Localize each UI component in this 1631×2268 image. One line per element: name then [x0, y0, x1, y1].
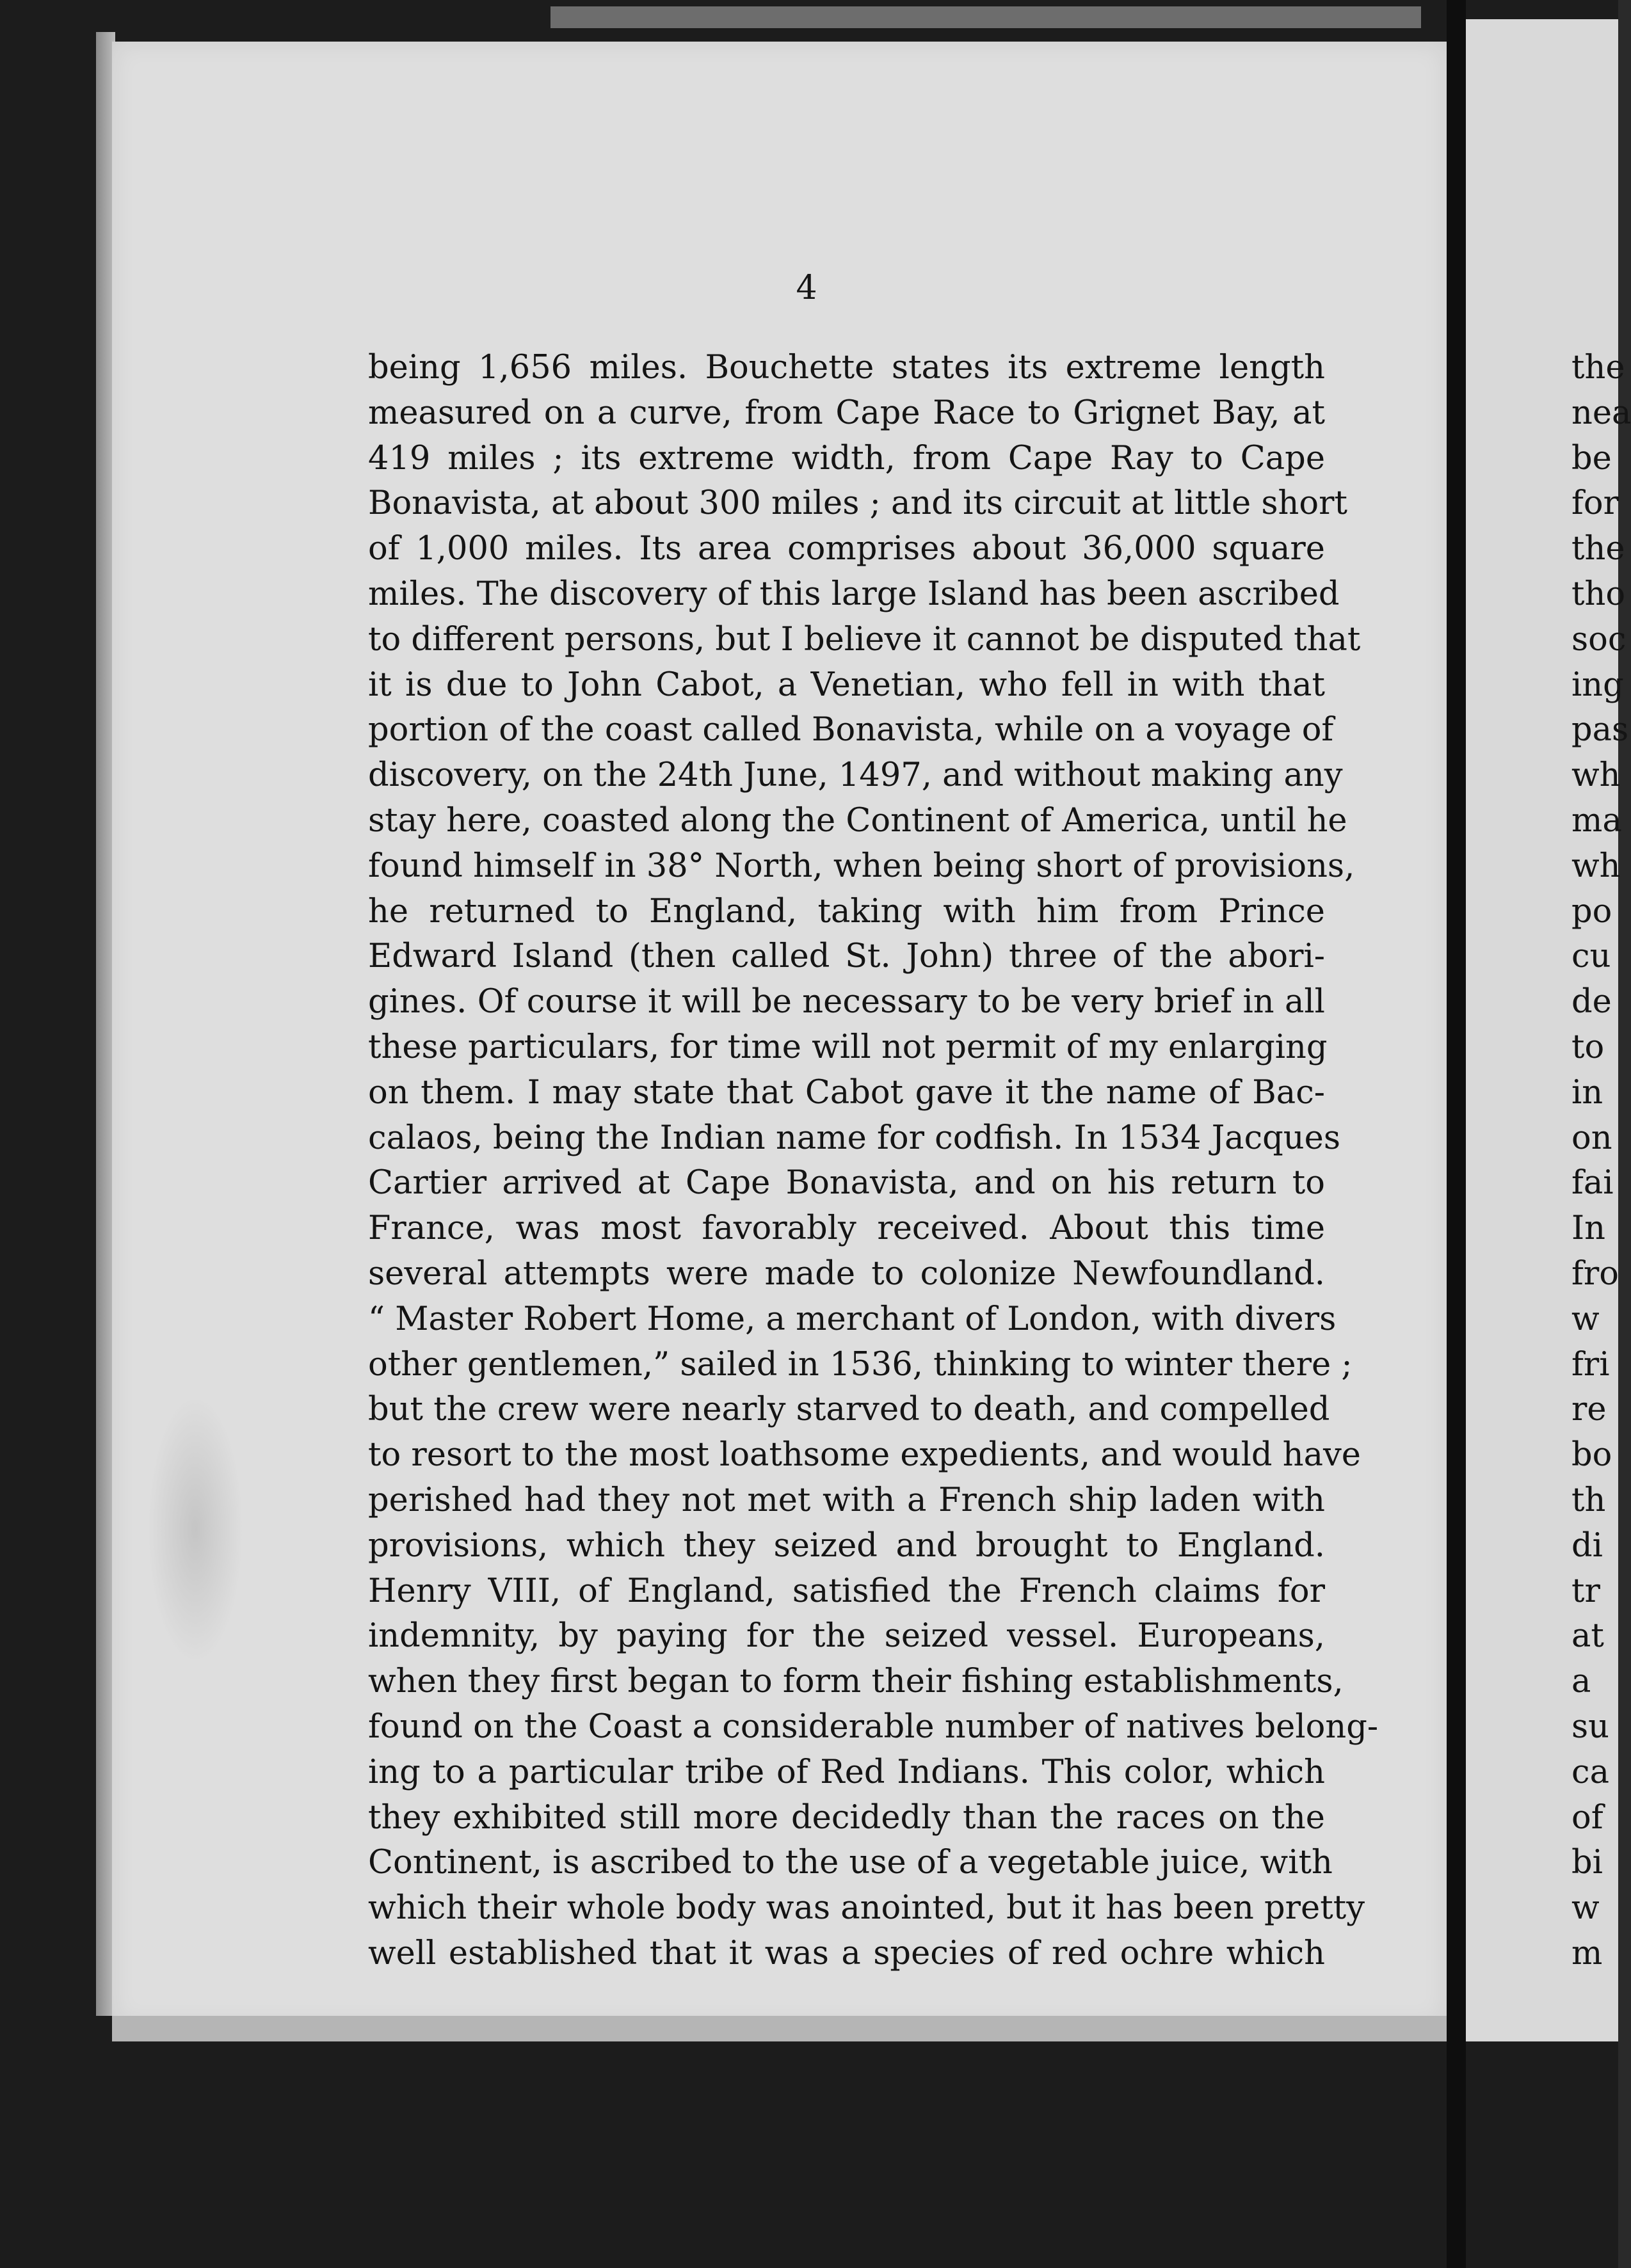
text-line: it is due to John Cabot, a Venetian, who fell in with that [368, 666, 1325, 704]
text-line: they exhibited still more decidedly than the races on the [368, 1798, 1325, 1837]
facing-line-fragment: fai [1571, 1164, 1614, 1202]
text-line: calaos, being the Indian name for codfish. In 1534 Jacques [368, 1119, 1340, 1157]
facing-line-fragment: of [1571, 1798, 1603, 1837]
facing-line-fragment: on [1571, 1119, 1612, 1157]
facing-line-fragment: to [1571, 1028, 1605, 1066]
text-line: Cartier arrived at Cape Bonavista, and on his return to [368, 1164, 1325, 1202]
text-line: being 1,656 miles. Bouchette states its extreme length [368, 349, 1325, 387]
page-stain [147, 1395, 243, 1664]
text-line: other gentlemen,” sailed in 1536, thinking to winter there ; [368, 1345, 1353, 1384]
facing-line-fragment: di [1571, 1526, 1603, 1565]
facing-line-fragment: at [1571, 1617, 1604, 1656]
body-text [368, 346, 1379, 1977]
facing-line-fragment: ma [1571, 801, 1622, 840]
text-line: but the crew were nearly starved to death, and compelled [368, 1391, 1330, 1429]
text-line: several attempts were made to colonize Newfoundland. [368, 1254, 1325, 1293]
facing-line-fragment: ca [1571, 1753, 1609, 1791]
page-bottom-edge [112, 2016, 1447, 2041]
facing-line-fragment: wh [1571, 756, 1621, 795]
facing-line-fragment: soc [1571, 620, 1627, 659]
facing-line-fragment: th [1571, 1481, 1606, 1519]
book-gutter [1447, 0, 1466, 2268]
facing-line-fragment: the [1571, 530, 1625, 568]
facing-line-fragment: bo [1571, 1436, 1612, 1474]
facing-line-fragment: bi [1571, 1844, 1603, 1882]
text-line: 419 miles ; its extreme width, from Cape Ray to Cape [368, 439, 1325, 477]
facing-line-fragment: a [1571, 1663, 1591, 1701]
facing-line-fragment: in [1571, 1073, 1603, 1112]
facing-line-fragment: fro [1571, 1254, 1619, 1293]
facing-line-fragment: be [1571, 439, 1612, 477]
text-line: indemnity, by paying for the seized vessel. Europeans, [368, 1617, 1325, 1656]
text-line: he returned to England, taking with him from Prince [368, 892, 1325, 930]
text-line: stay here, coasted along the Continent of America, until he [368, 801, 1347, 840]
text-line: of 1,000 miles. Its area comprises about 36,000 square [368, 530, 1325, 568]
text-line: provisions, which they seized and brought to England. [368, 1526, 1325, 1565]
text-line: found himself in 38° North, when being short of provisions, [368, 847, 1355, 885]
text-line: Bonavista, at about 300 miles ; and its circuit at little short [368, 484, 1347, 523]
facing-line-fragment: nea [1571, 394, 1631, 432]
text-line: well established that it was a species of red ochre which [368, 1934, 1325, 1972]
text-line: Henry VIII, of England, satisfied the French claims for [368, 1572, 1325, 1610]
text-line: “ Master Robert Home, a merchant of London, with divers [368, 1300, 1337, 1338]
text-line: discovery, on the 24th June, 1497, and without making any [368, 756, 1343, 795]
page-number: 4 [796, 269, 817, 307]
text-line: on them. I may state that Cabot gave it the name of Bac- [368, 1073, 1325, 1112]
facing-line-fragment: ing [1571, 666, 1624, 704]
binding-top-band [550, 6, 1421, 28]
facing-line-fragment: pas [1571, 711, 1629, 749]
facing-line-fragment: cu [1571, 938, 1611, 976]
text-line: miles. The discovery of this large Island has been ascribed [368, 575, 1340, 613]
facing-line-fragment: wh [1571, 847, 1621, 885]
facing-line-fragment: w [1571, 1300, 1600, 1338]
text-line: found on the Coast a considerable number of natives belong- [368, 1707, 1379, 1746]
facing-page-text [1571, 346, 1631, 1977]
facing-line-fragment: su [1571, 1707, 1610, 1746]
facing-line-fragment: the [1571, 349, 1625, 387]
text-line: Edward Island (then called St. John) three of the abori- [368, 938, 1325, 976]
facing-line-fragment: w [1571, 1889, 1600, 1928]
facing-line-fragment: for [1571, 484, 1619, 523]
text-line: these particulars, for time will not permit of my enlarging [368, 1028, 1328, 1066]
facing-line-fragment: re [1571, 1391, 1607, 1429]
facing-line-fragment: m [1571, 1934, 1603, 1972]
facing-line-fragment: tr [1571, 1572, 1600, 1610]
text-line: gines. Of course it will be necessary to be very brief in all [368, 983, 1325, 1021]
facing-line-fragment: fri [1571, 1345, 1610, 1384]
facing-line-fragment: po [1571, 892, 1612, 930]
facing-line-fragment: In [1571, 1210, 1605, 1248]
text-line: Continent, is ascribed to the use of a vegetable juice, with [368, 1844, 1333, 1882]
facing-line-fragment: de [1571, 983, 1612, 1021]
text-line: ing to a particular tribe of Red Indians. This color, which [368, 1753, 1325, 1791]
text-line: measured on a curve, from Cape Race to Grignet Bay, at [368, 394, 1325, 432]
text-line: to resort to the most loathsome expedients, and would have [368, 1436, 1361, 1474]
text-line: when they first began to form their fishing establishments, [368, 1663, 1344, 1701]
text-line: which their whole body was anointed, but it has been pretty [368, 1889, 1365, 1928]
text-line: portion of the coast called Bonavista, while on a voyage of [368, 711, 1334, 749]
text-line: to different persons, but I believe it cannot be disputed that [368, 620, 1361, 659]
text-line: perished had they not met with a French ship laden with [368, 1481, 1325, 1519]
text-line: France, was most favorably received. About this time [368, 1210, 1325, 1248]
facing-line-fragment: tho [1571, 575, 1626, 613]
